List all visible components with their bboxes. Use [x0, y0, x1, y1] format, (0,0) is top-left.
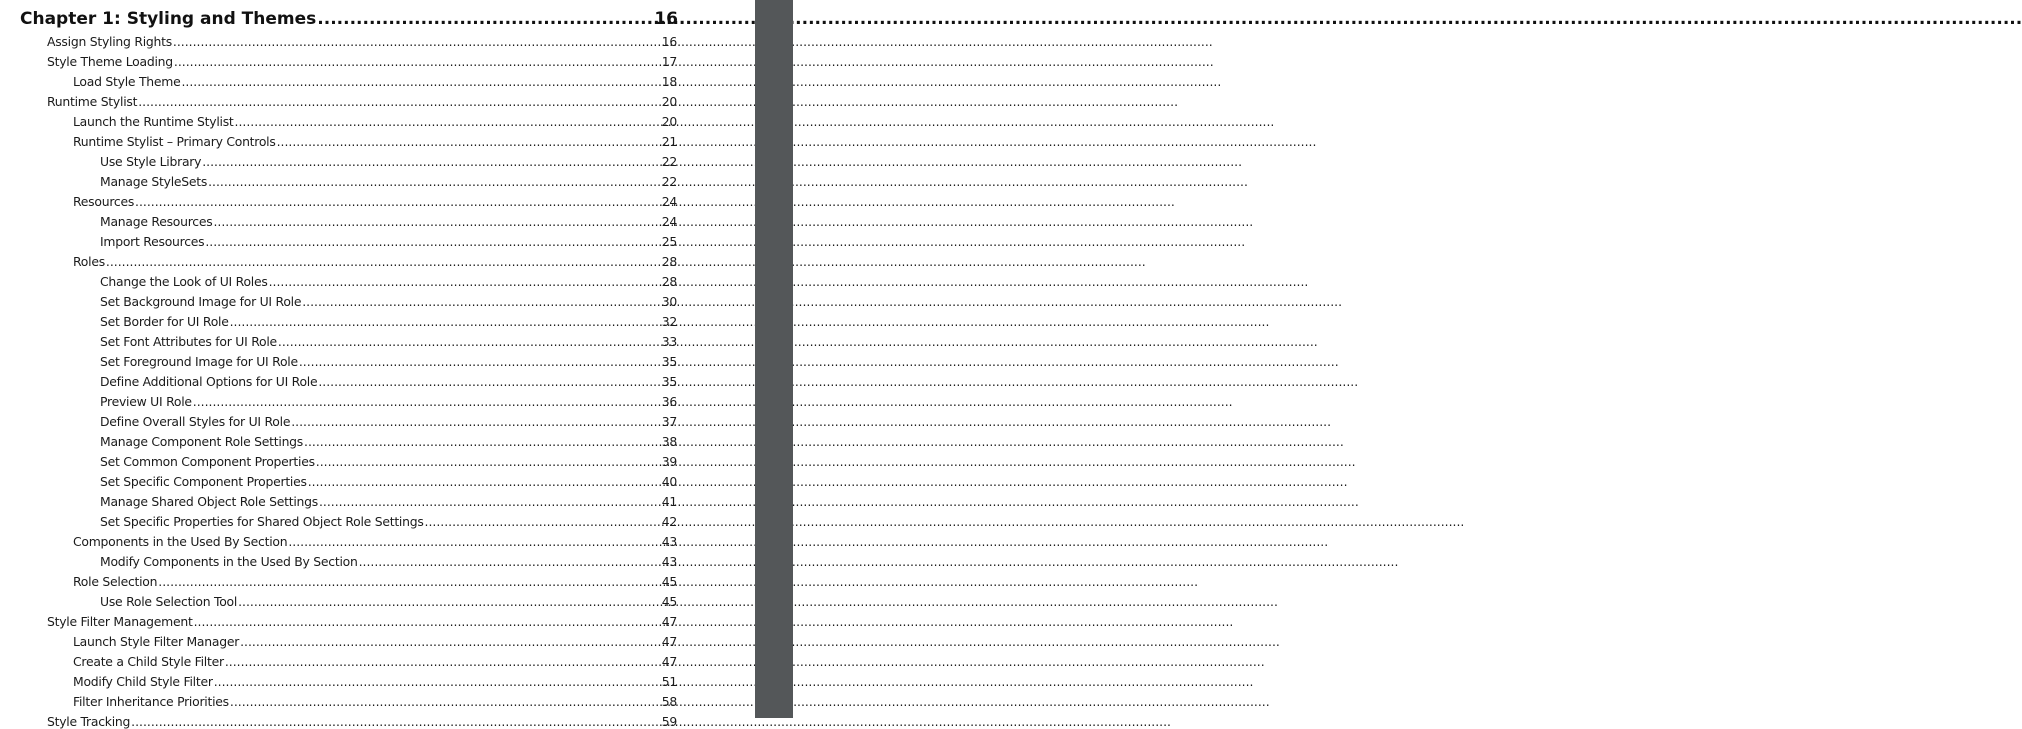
dot-leader: [230, 314, 661, 329]
dot-leader: [173, 34, 661, 49]
toc-entry[interactable]: [100, 229, 677, 249]
dot-leader: [425, 514, 661, 529]
toc-entry-page-number: 41: [661, 494, 677, 509]
dot-leader: [235, 114, 661, 129]
toc-entry-page-number: 35: [661, 374, 677, 389]
toc-entry[interactable]: [100, 269, 677, 289]
toc-entry[interactable]: [100, 389, 677, 409]
chapter-page-number: 16: [654, 9, 678, 29]
dot-leader: [308, 474, 661, 489]
toc-entry-title: Set Border for UI Role: [100, 314, 229, 329]
toc-entry-page-number: 28: [661, 274, 677, 289]
toc-entry-title: Components in the Used By Section: [73, 534, 288, 549]
toc-entry-title: Style Tracking: [47, 714, 131, 729]
toc-entry-page-number: 21: [661, 134, 677, 149]
toc-entry[interactable]: [73, 249, 677, 269]
toc-entry-page-number: 33: [661, 334, 677, 349]
toc-entry[interactable]: [100, 589, 677, 609]
toc-entry[interactable]: [73, 689, 677, 709]
toc-entry-page-number: 39: [661, 454, 677, 469]
toc-entry-title: Role Selection: [73, 574, 158, 589]
toc-entry-title: Define Overall Styles for UI Role: [100, 414, 291, 429]
dot-leader: [135, 194, 661, 209]
toc-entry[interactable]: [100, 309, 677, 329]
dot-leader: [205, 234, 660, 249]
toc-entry-page-number: 20: [661, 114, 677, 129]
toc-entry-title: Runtime Stylist – Primary Controls: [73, 134, 276, 149]
toc-entry-page-number: 35: [661, 354, 677, 369]
dot-leader: [208, 174, 661, 189]
toc-entry[interactable]: [100, 289, 677, 309]
toc-entry-title: Resources: [73, 194, 135, 209]
toc-entry-page-number: 45: [661, 594, 677, 609]
toc-entry[interactable]: [73, 129, 677, 149]
toc-entry[interactable]: [100, 549, 677, 569]
toc-entry-page-number: 24: [661, 214, 677, 229]
toc-entry[interactable]: [100, 149, 677, 169]
toc-entry-title: Modify Child Style Filter: [73, 674, 213, 689]
dot-leader: [269, 274, 661, 289]
toc-entry-page-number: 22: [661, 154, 677, 169]
toc-entry-title: Change the Look of UI Roles: [100, 274, 268, 289]
toc-entry-page-number: 32: [661, 314, 677, 329]
toc-entry-title: Manage Shared Object Role Settings: [100, 494, 318, 509]
toc-entry-title: Set Specific Properties for Shared Object Role Settings: [100, 514, 424, 529]
dot-leader: [174, 54, 661, 69]
toc-entry-title: Define Additional Options for UI Role: [100, 374, 318, 389]
toc-entry-title: Filter Inheritance Priorities: [73, 694, 229, 709]
dot-leader: [106, 254, 661, 269]
toc-entry-title: Launch Style Filter Manager: [73, 634, 240, 649]
toc-entry-title: Runtime Stylist: [47, 94, 138, 109]
toc-entry-page-number: 47: [661, 634, 677, 649]
dot-leader: [317, 9, 653, 29]
toc-entry-title: Manage StyleSets: [100, 174, 208, 189]
toc-entry-title: Set Specific Component Properties: [100, 474, 307, 489]
dot-leader: [318, 374, 660, 389]
toc-entry-title: Style Theme Loading: [47, 54, 173, 69]
toc-entry[interactable]: [100, 509, 677, 529]
toc-entry-page-number: 18: [661, 74, 677, 89]
toc-entry-title: Use Role Selection Tool: [100, 594, 238, 609]
toc-entry[interactable]: [73, 69, 677, 89]
toc-entry-page-number: 28: [661, 254, 677, 269]
dot-leader: [299, 354, 661, 369]
toc-entry[interactable]: [100, 469, 677, 489]
dot-leader: [304, 434, 661, 449]
toc-entry-title: Load Style Theme: [73, 74, 181, 89]
toc-entry-page-number: 51: [661, 674, 677, 689]
toc-entry-title: Modify Components in the Used By Section: [100, 554, 358, 569]
dot-leader: [193, 394, 661, 409]
toc-entry-page-number: 47: [661, 614, 677, 629]
toc-entry-title: Manage Resources: [100, 214, 213, 229]
toc-entry[interactable]: [47, 49, 677, 69]
toc-entry-page-number: 36: [661, 394, 677, 409]
dot-leader: [202, 154, 660, 169]
toc-entry[interactable]: [100, 449, 677, 469]
toc-entry-title: Set Background Image for UI Role: [100, 294, 302, 309]
toc-entry[interactable]: [100, 349, 677, 369]
dot-leader: [319, 494, 661, 509]
toc-entry[interactable]: [47, 609, 677, 629]
toc-entry-page-number: 45: [661, 574, 677, 589]
toc-entry[interactable]: [73, 569, 677, 589]
toc-entry[interactable]: [73, 529, 677, 549]
dot-leader: [194, 614, 661, 629]
toc-entry[interactable]: [100, 489, 677, 509]
dot-leader: [316, 454, 661, 469]
toc-entry[interactable]: [100, 169, 677, 189]
toc-entry-title: Set Common Component Properties: [100, 454, 315, 469]
toc-entry[interactable]: [73, 649, 677, 669]
dot-leader: [214, 674, 661, 689]
toc-entry-title: Style Filter Management: [47, 614, 193, 629]
dot-leader: [240, 634, 661, 649]
toc-entry-page-number: 30: [661, 294, 677, 309]
toc-entry-title: Use Style Library: [100, 154, 202, 169]
dot-leader: [181, 74, 660, 89]
toc-entry-page-number: 25: [661, 234, 677, 249]
toc-entry-title: Set Font Attributes for UI Role: [100, 334, 277, 349]
toc-entry-title: Assign Styling Rights: [47, 34, 172, 49]
toc-entry[interactable]: [73, 629, 677, 649]
dot-leader: [238, 594, 661, 609]
dot-leader: [138, 94, 661, 109]
toc-entry[interactable]: [100, 209, 677, 229]
toc-entry-page-number: 24: [661, 194, 677, 209]
toc-entry[interactable]: [73, 669, 677, 689]
toc-entry-page-number: 40: [661, 474, 677, 489]
toc-entry-title: Roles: [73, 254, 105, 269]
toc-entry-page-number: 20: [661, 94, 677, 109]
toc-entry[interactable]: [100, 409, 677, 429]
dot-leader: [225, 654, 661, 669]
toc-entry[interactable]: [47, 89, 677, 109]
dot-leader: [131, 714, 661, 729]
dot-leader: [213, 214, 660, 229]
toc-entry-page-number: 43: [661, 534, 677, 549]
viewer-side-panel: [755, 0, 793, 718]
toc-entry-page-number: 22: [661, 174, 677, 189]
chapter-title: Chapter 1: Styling and Themes: [20, 9, 317, 29]
toc-entry[interactable]: [47, 29, 677, 49]
toc-entry-page-number: 59: [661, 714, 677, 729]
dot-leader: [288, 534, 660, 549]
dot-leader: [359, 554, 661, 569]
toc-entry-page-number: 58: [661, 694, 677, 709]
toc-entry-title: Preview UI Role: [100, 394, 192, 409]
dot-leader: [278, 334, 661, 349]
toc-entry-page-number: 47: [661, 654, 677, 669]
table-of-contents: [0, 0, 755, 729]
toc-entry-page-number: 43: [661, 554, 677, 569]
toc-entry[interactable]: [100, 429, 677, 449]
toc-entry[interactable]: [73, 189, 677, 209]
toc-entry-title: Create a Child Style Filter: [73, 654, 224, 669]
toc-entry[interactable]: [100, 369, 677, 389]
toc-entry-title: Import Resources: [100, 234, 205, 249]
dot-leader: [302, 294, 660, 309]
toc-entry[interactable]: [73, 109, 677, 129]
toc-entry-page-number: 42: [661, 514, 677, 529]
toc-entry-page-number: 17: [661, 54, 677, 69]
dot-leader: [291, 414, 661, 429]
toc-chapter-heading[interactable]: [20, 5, 678, 29]
toc-entry-page-number: 38: [661, 434, 677, 449]
toc-entry-title: Manage Component Role Settings: [100, 434, 303, 449]
dot-leader: [277, 134, 661, 149]
toc-entry-page-number: 37: [661, 414, 677, 429]
toc-entry[interactable]: [100, 329, 677, 349]
dot-leader: [158, 574, 660, 589]
toc-entry-title: Launch the Runtime Stylist: [73, 114, 234, 129]
dot-leader: [230, 694, 661, 709]
toc-entry[interactable]: [47, 709, 677, 729]
toc-entry-page-number: 16: [661, 34, 677, 49]
toc-entry-title: Set Foreground Image for UI Role: [100, 354, 298, 369]
